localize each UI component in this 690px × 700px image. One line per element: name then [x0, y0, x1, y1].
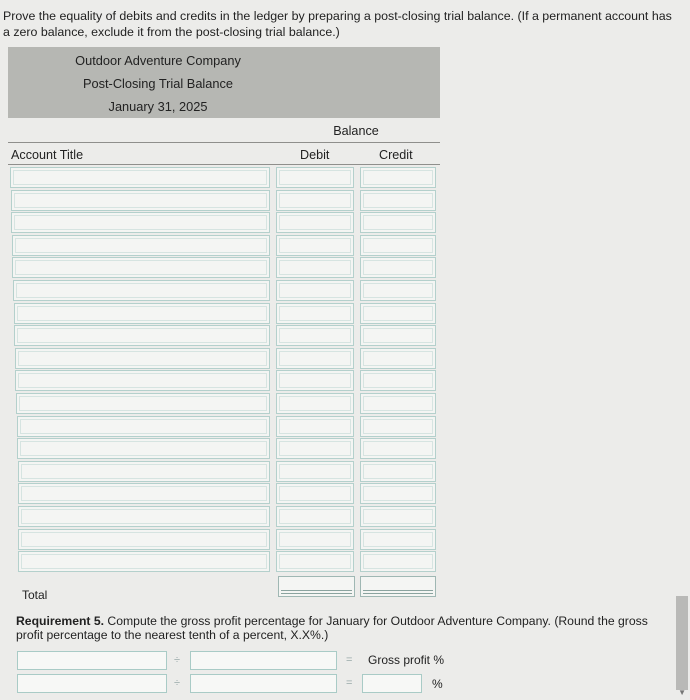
report-title: Post-Closing Trial Balance	[82, 76, 234, 91]
debit-input[interactable]	[276, 416, 354, 437]
credit-input[interactable]	[360, 506, 436, 527]
scrollbar-thumb[interactable]	[676, 596, 688, 690]
net-sales-value-input[interactable]	[190, 674, 337, 693]
gross-profit-label: Gross profit %	[368, 653, 445, 667]
scroll-down-arrow-icon[interactable]: ▼	[678, 688, 686, 697]
account-title-input[interactable]	[13, 280, 270, 301]
divide-operator: ÷	[174, 654, 181, 666]
account-title-input[interactable]	[11, 190, 270, 211]
account-title-input[interactable]	[16, 393, 270, 414]
account-title-input[interactable]	[14, 303, 270, 324]
company-name: Outdoor Adventure Company	[75, 53, 241, 68]
debit-input[interactable]	[276, 529, 354, 550]
credit-input[interactable]	[360, 483, 436, 504]
debit-input[interactable]	[276, 212, 354, 233]
requirement-5-instructions: Compute the gross profit percentage for January for Outdoor Adventure Company. (Round the gross profit percentage to the nearest tenth of a percent, X.X%.)	[16, 614, 648, 642]
credit-input[interactable]	[360, 393, 436, 414]
account-title-input[interactable]	[18, 551, 270, 572]
debit-input[interactable]	[276, 167, 354, 188]
gross-profit-denominator-input[interactable]	[190, 651, 337, 670]
account-title-input[interactable]	[10, 167, 270, 188]
equals-operator: =	[346, 654, 353, 666]
account-title-input[interactable]	[18, 483, 270, 504]
debit-input[interactable]	[276, 257, 354, 278]
credit-input[interactable]	[360, 303, 436, 324]
credit-input[interactable]	[360, 190, 436, 211]
total-credit-input[interactable]	[360, 576, 436, 597]
gross-profit-value-input[interactable]	[17, 674, 167, 693]
credit-input[interactable]	[360, 167, 436, 188]
account-title-input[interactable]	[14, 325, 270, 346]
debit-input[interactable]	[276, 235, 354, 256]
credit-input[interactable]	[360, 461, 436, 482]
debit-input[interactable]	[276, 438, 354, 459]
credit-input[interactable]	[360, 212, 436, 233]
requirement-5-text	[16, 614, 670, 642]
account-title-heading: Account Title	[11, 148, 84, 162]
account-title-input[interactable]	[12, 257, 270, 278]
equals-operator: =	[346, 677, 353, 689]
gross-profit-numerator-input[interactable]	[17, 651, 167, 670]
debit-input[interactable]	[276, 461, 354, 482]
credit-heading: Credit	[379, 148, 413, 162]
requirement-5-label: Requirement 5.	[16, 614, 105, 628]
debit-input[interactable]	[276, 303, 354, 324]
credit-input[interactable]	[360, 257, 436, 278]
account-title-input[interactable]	[12, 235, 270, 256]
debit-input[interactable]	[276, 348, 354, 369]
credit-input[interactable]	[360, 235, 436, 256]
credit-input[interactable]	[360, 348, 436, 369]
credit-input[interactable]	[360, 416, 436, 437]
credit-input[interactable]	[360, 280, 436, 301]
debit-input[interactable]	[276, 325, 354, 346]
total-debit-input[interactable]	[278, 576, 355, 597]
total-label: Total	[22, 588, 48, 602]
account-title-input[interactable]	[18, 529, 270, 550]
debit-input[interactable]	[276, 483, 354, 504]
account-title-input[interactable]	[18, 461, 270, 482]
debit-input[interactable]	[276, 370, 354, 391]
account-title-input[interactable]	[17, 416, 270, 437]
gross-profit-percent-input[interactable]	[362, 674, 422, 693]
credit-input[interactable]	[360, 370, 436, 391]
credit-input[interactable]	[360, 551, 436, 572]
debit-heading: Debit	[300, 148, 330, 162]
credit-input[interactable]	[360, 529, 436, 550]
debit-input[interactable]	[276, 393, 354, 414]
statement-header	[8, 47, 440, 118]
account-title-input[interactable]	[17, 438, 270, 459]
divide-operator: ÷	[174, 677, 181, 689]
account-title-input[interactable]	[11, 212, 270, 233]
percent-sign: %	[432, 677, 443, 691]
credit-input[interactable]	[360, 438, 436, 459]
credit-input[interactable]	[360, 325, 436, 346]
debit-input[interactable]	[276, 551, 354, 572]
report-date: January 31, 2025	[108, 99, 208, 114]
divider	[8, 142, 440, 143]
account-title-input[interactable]	[15, 370, 270, 391]
debit-input[interactable]	[276, 280, 354, 301]
account-title-input[interactable]	[18, 506, 270, 527]
divider	[8, 164, 440, 165]
instructions: Prove the equality of debits and credits in the ledger by preparing a post-closing trial balance. (If a permanent account has a zero balance, exclude it from the post-closing trial balance.)	[3, 9, 672, 39]
debit-input[interactable]	[276, 190, 354, 211]
balance-heading: Balance	[333, 124, 379, 138]
account-title-input[interactable]	[15, 348, 270, 369]
debit-input[interactable]	[276, 506, 354, 527]
